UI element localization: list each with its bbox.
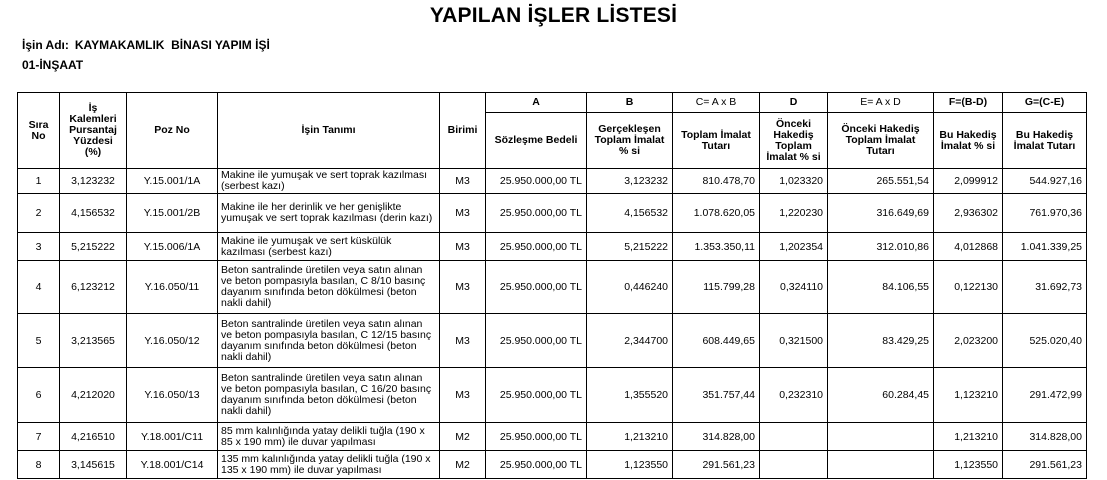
cell-poz: Y.15.001/2B (127, 194, 218, 233)
cell-birim: M3 (440, 314, 486, 368)
cell-gerceklesen: 0,446240 (587, 261, 673, 314)
cell-bu-yuzde: 2,099912 (934, 169, 1003, 194)
cell-birim: M3 (440, 261, 486, 314)
cell-onceki-yuzde (760, 423, 828, 451)
cell-tanim: 135 mm kalınlığında yatay delikli tuğla (190 x 135 x 190 mm) ile duvar yapılması (218, 451, 440, 479)
cell-gerceklesen: 1,123550 (587, 451, 673, 479)
cell-sozlesme: 25.950.000,00 TL (486, 314, 587, 368)
cell-gerceklesen: 2,344700 (587, 314, 673, 368)
cell-onceki-tutar (828, 423, 934, 451)
section-label: 01-İNŞAAT (22, 58, 84, 72)
cell-onceki-tutar: 316.649,69 (828, 194, 934, 233)
cell-toplam: 810.478,70 (673, 169, 760, 194)
cell-pursantaj: 4,212020 (60, 368, 127, 423)
cell-toplam: 608.449,65 (673, 314, 760, 368)
header-letter-a: A (486, 93, 587, 113)
cell-toplam: 115.799,28 (673, 261, 760, 314)
cell-poz: Y.18.001/C11 (127, 423, 218, 451)
cell-sozlesme: 25.950.000,00 TL (486, 169, 587, 194)
cell-sira: 1 (18, 169, 60, 194)
table-row (18, 261, 1087, 314)
cell-gerceklesen: 3,123232 (587, 169, 673, 194)
cell-toplam: 291.561,23 (673, 451, 760, 479)
cell-bu-tutar: 291.472,99 (1003, 368, 1087, 423)
cell-onceki-yuzde: 1,023320 (760, 169, 828, 194)
cell-birim: M3 (440, 368, 486, 423)
cell-bu-yuzde: 2,936302 (934, 194, 1003, 233)
cell-bu-tutar: 31.692,73 (1003, 261, 1087, 314)
cell-birim: M2 (440, 423, 486, 451)
cell-toplam: 1.078.620,05 (673, 194, 760, 233)
cell-bu-yuzde: 4,012868 (934, 233, 1003, 261)
cell-toplam: 351.757,44 (673, 368, 760, 423)
cell-sira: 7 (18, 423, 60, 451)
header-birim: Birimi (440, 93, 486, 169)
cell-poz: Y.16.050/11 (127, 261, 218, 314)
cell-bu-tutar: 544.927,16 (1003, 169, 1087, 194)
cell-sozlesme: 25.950.000,00 TL (486, 423, 587, 451)
cell-birim: M2 (440, 451, 486, 479)
cell-poz: Y.15.001/1A (127, 169, 218, 194)
cell-tanim: Makine ile yumuşak ve sert toprak kazılması (serbest kazı) (218, 169, 440, 194)
header-pursantaj: İş Kalemleri Pursantaj Yüzdesi (%) (60, 93, 127, 169)
header-gerceklesen: Gerçekleşen Toplam İmalat % si (587, 113, 673, 169)
cell-onceki-tutar (828, 451, 934, 479)
cell-gerceklesen: 1,213210 (587, 423, 673, 451)
cell-onceki-yuzde: 1,202354 (760, 233, 828, 261)
header-poz: Poz No (127, 93, 218, 169)
cell-toplam: 1.353.350,11 (673, 233, 760, 261)
cell-pursantaj: 3,213565 (60, 314, 127, 368)
cell-bu-yuzde: 1,213210 (934, 423, 1003, 451)
header-letter-g: G=(C-E) (1003, 93, 1087, 113)
cell-bu-tutar: 314.828,00 (1003, 423, 1087, 451)
cell-birim: M3 (440, 233, 486, 261)
cell-bu-yuzde: 1,123210 (934, 368, 1003, 423)
cell-sira: 2 (18, 194, 60, 233)
header-onceki-tutar: Önceki Hakediş Toplam İmalat Tutarı (828, 113, 934, 169)
cell-bu-yuzde: 0,122130 (934, 261, 1003, 314)
cell-sozlesme: 25.950.000,00 TL (486, 261, 587, 314)
header-letter-f: F=(B-D) (934, 93, 1003, 113)
table-row (18, 423, 1087, 451)
cell-bu-tutar: 525.020,40 (1003, 314, 1087, 368)
cell-poz: Y.18.001/C14 (127, 451, 218, 479)
job-name-line (22, 38, 270, 52)
table-row (18, 368, 1087, 423)
works-table (17, 92, 1087, 479)
cell-poz: Y.16.050/13 (127, 368, 218, 423)
table-row (18, 194, 1087, 233)
cell-bu-tutar: 761.970,36 (1003, 194, 1087, 233)
cell-onceki-tutar: 60.284,45 (828, 368, 934, 423)
cell-tanim: Makine ile yumuşak ve sert küskülük kazılması (serbest kazı) (218, 233, 440, 261)
cell-poz: Y.16.050/12 (127, 314, 218, 368)
cell-onceki-yuzde: 0,232310 (760, 368, 828, 423)
header-tanim: İşin Tanımı (218, 93, 440, 169)
table-row (18, 233, 1087, 261)
cell-pursantaj: 4,216510 (60, 423, 127, 451)
cell-tanim: Makine ile her derinlik ve her genişlikte yumuşak ve sert toprak kazılması (derin kazı) (218, 194, 440, 233)
header-sozlesme: Sözleşme Bedeli (486, 113, 587, 169)
cell-bu-tutar: 1.041.339,25 (1003, 233, 1087, 261)
job-label: İşin Adı: (22, 38, 69, 52)
cell-tanim: Beton santralinde üretilen veya satın alınan ve beton pompasıyla basılan, C 8/10 basınç dayanım sınıfında beton dökülmesi (beton nakli dahil) (218, 261, 440, 314)
job-name: KAYMAKAMLIK BİNASI YAPIM İŞİ (74, 38, 270, 52)
cell-onceki-tutar: 83.429,25 (828, 314, 934, 368)
header-letter-d: D (760, 93, 828, 113)
cell-bu-yuzde: 1,123550 (934, 451, 1003, 479)
cell-sira: 8 (18, 451, 60, 479)
page-title: YAPILAN İŞLER LİSTESİ (429, 4, 678, 27)
header-letter-e: E= A x D (828, 93, 934, 113)
cell-onceki-tutar: 265.551,54 (828, 169, 934, 194)
cell-tanim: 85 mm kalınlığında yatay delikli tuğla (190 x 85 x 190 mm) ile duvar yapılması (218, 423, 440, 451)
cell-sira: 5 (18, 314, 60, 368)
cell-bu-yuzde: 2,023200 (934, 314, 1003, 368)
cell-onceki-tutar: 312.010,86 (828, 233, 934, 261)
cell-birim: M3 (440, 194, 486, 233)
cell-sozlesme: 25.950.000,00 TL (486, 451, 587, 479)
cell-gerceklesen: 5,215222 (587, 233, 673, 261)
cell-onceki-yuzde: 1,220230 (760, 194, 828, 233)
cell-sozlesme: 25.950.000,00 TL (486, 194, 587, 233)
cell-bu-tutar: 291.561,23 (1003, 451, 1087, 479)
table-row (18, 314, 1087, 368)
header-letter-b: B (587, 93, 673, 113)
cell-onceki-yuzde: 0,321500 (760, 314, 828, 368)
cell-sira: 6 (18, 368, 60, 423)
cell-onceki-yuzde: 0,324110 (760, 261, 828, 314)
cell-gerceklesen: 4,156532 (587, 194, 673, 233)
table-row (18, 451, 1087, 479)
header-bu-yuzde: Bu Hakediş İmalat % si (934, 113, 1003, 169)
header-bu-tutar: Bu Hakediş İmalat Tutarı (1003, 113, 1087, 169)
cell-poz: Y.15.006/1A (127, 233, 218, 261)
cell-tanim: Beton santralinde üretilen veya satın alınan ve beton pompasıyla basılan, C 12/15 basınç dayanım sınıfında beton dökülmesi (beton nakli dahil) (218, 314, 440, 368)
cell-pursantaj: 4,156532 (60, 194, 127, 233)
header-toplam-imalat: Toplam İmalat Tutarı (673, 113, 760, 169)
cell-birim: M3 (440, 169, 486, 194)
cell-onceki-tutar: 84.106,55 (828, 261, 934, 314)
cell-pursantaj: 3,123232 (60, 169, 127, 194)
cell-sozlesme: 25.950.000,00 TL (486, 233, 587, 261)
cell-sozlesme: 25.950.000,00 TL (486, 368, 587, 423)
header-onceki-yuzde: Önceki Hakediş Toplam İmalat % si (760, 113, 828, 169)
header-letter-c: C= A x B (673, 93, 760, 113)
cell-onceki-yuzde (760, 451, 828, 479)
header-sira: Sıra No (18, 93, 60, 169)
cell-pursantaj: 5,215222 (60, 233, 127, 261)
cell-gerceklesen: 1,355520 (587, 368, 673, 423)
cell-sira: 4 (18, 261, 60, 314)
cell-pursantaj: 6,123212 (60, 261, 127, 314)
cell-tanim: Beton santralinde üretilen veya satın alınan ve beton pompasıyla basılan, C 16/20 basınç dayanım sınıfında beton dökülmesi (beton nakli dahil) (218, 368, 440, 423)
cell-toplam: 314.828,00 (673, 423, 760, 451)
cell-pursantaj: 3,145615 (60, 451, 127, 479)
cell-sira: 3 (18, 233, 60, 261)
table-row (18, 169, 1087, 194)
